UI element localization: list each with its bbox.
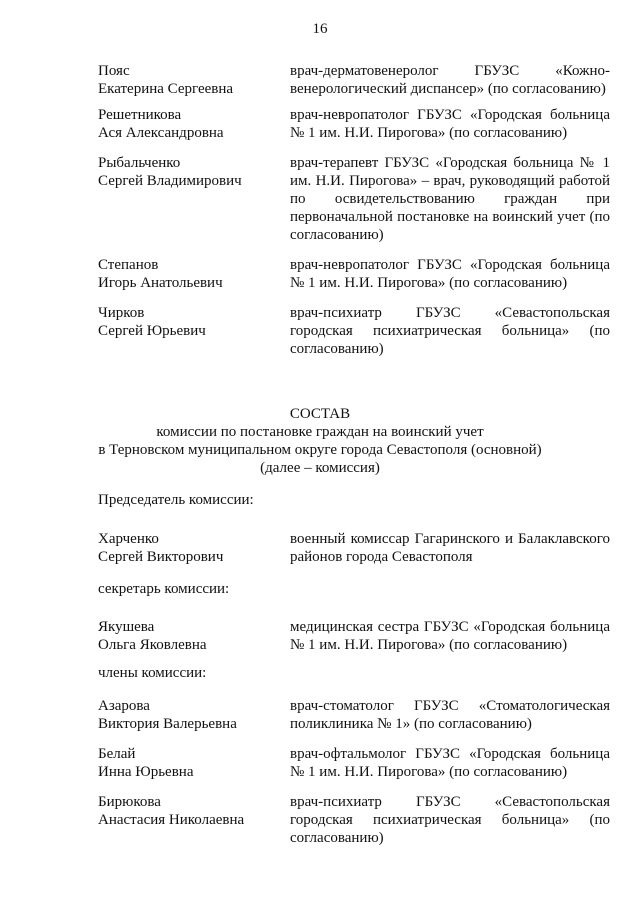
composition-heading — [0, 405, 640, 477]
member-given-names: Анастасия Николаевна — [98, 812, 245, 828]
member-name — [98, 304, 278, 340]
composition-subtitle-line: (далее – комиссия) — [260, 460, 380, 476]
member-name — [98, 62, 278, 98]
composition-title: СОСТАВ — [289, 406, 351, 422]
member-surname: Азарова — [98, 698, 150, 714]
chairman-label: Председатель комиссии: — [98, 492, 254, 508]
member-role: военный комиссар Гагаринского и Балаклавского районов города Севастополя — [290, 531, 610, 565]
members-label: члены комиссии: — [98, 665, 207, 681]
member-role: врач-терапевт ГБУЗС «Городская больница № 1 им. Н.И. Пирогова» – врач, руководящий работой по освидетельствованию граждан при первоначальной постановке на воинский учет (по согласованию) — [290, 155, 610, 243]
member-name — [98, 256, 278, 292]
member-surname: Якушева — [98, 619, 155, 635]
member-given-names: Игорь Анатольевич — [98, 275, 223, 291]
member-surname: Бирюкова — [98, 794, 161, 810]
member-name — [98, 697, 278, 733]
member-name — [98, 793, 278, 829]
member-name — [98, 618, 278, 654]
member-given-names: Сергей Викторович — [98, 549, 224, 565]
page-number: 16 — [312, 21, 328, 37]
member-role: врач-офтальмолог ГБУЗС «Городская больница № 1 им. Н.И. Пирогова» (по согласованию) — [290, 746, 610, 780]
member-given-names: Сергей Владимирович — [98, 173, 242, 189]
member-given-names: Виктория Валерьевна — [98, 716, 237, 732]
member-surname: Степанов — [98, 257, 159, 273]
member-role: врач-дерматовенеролог ГБУЗС «Кожно-венерологический диспансер» (по согласованию) — [290, 63, 610, 97]
member-surname: Белай — [98, 746, 136, 762]
member-role: врач-невропатолог ГБУЗС «Городская больница № 1 им. Н.И. Пирогова» (по согласованию) — [290, 107, 610, 141]
member-role: медицинская сестра ГБУЗС «Городская больница № 1 им. Н.И. Пирогова» (по согласованию) — [290, 619, 610, 653]
member-given-names: Инна Юрьевна — [98, 764, 194, 780]
member-surname: Рыбальченко — [98, 155, 181, 171]
member-given-names: Сергей Юрьевич — [98, 323, 206, 339]
member-role: врач-невропатолог ГБУЗС «Городская больница № 1 им. Н.И. Пирогова» (по согласованию) — [290, 257, 610, 291]
member-name — [98, 154, 278, 190]
member-role: врач-психиатр ГБУЗС «Севастопольская городская психиатрическая больница» (по согласованию) — [290, 794, 610, 846]
member-surname: Харченко — [98, 531, 159, 547]
member-given-names: Ася Александровна — [98, 125, 224, 141]
composition-subtitle-line: в Терновском муниципальном округе города Севастополя (основной) — [98, 442, 542, 458]
member-surname: Чирков — [98, 305, 145, 321]
member-role: врач-стоматолог ГБУЗС «Стоматологическая поликлиника № 1» (по согласованию) — [290, 698, 610, 732]
member-given-names: Екатерина Сергеевна — [98, 81, 234, 97]
member-name — [98, 745, 278, 781]
member-name — [98, 106, 278, 142]
member-given-names: Ольга Яковлевна — [98, 637, 207, 653]
member-surname: Решетникова — [98, 107, 182, 123]
member-role: врач-психиатр ГБУЗС «Севастопольская городская психиатрическая больница» (по согласованию) — [290, 305, 610, 357]
composition-subtitle-line: комиссии по постановке граждан на воинский учет — [156, 424, 484, 440]
secretary-label: секретарь комиссии: — [98, 581, 230, 597]
member-name — [98, 530, 278, 566]
member-surname: Пояс — [98, 63, 130, 79]
